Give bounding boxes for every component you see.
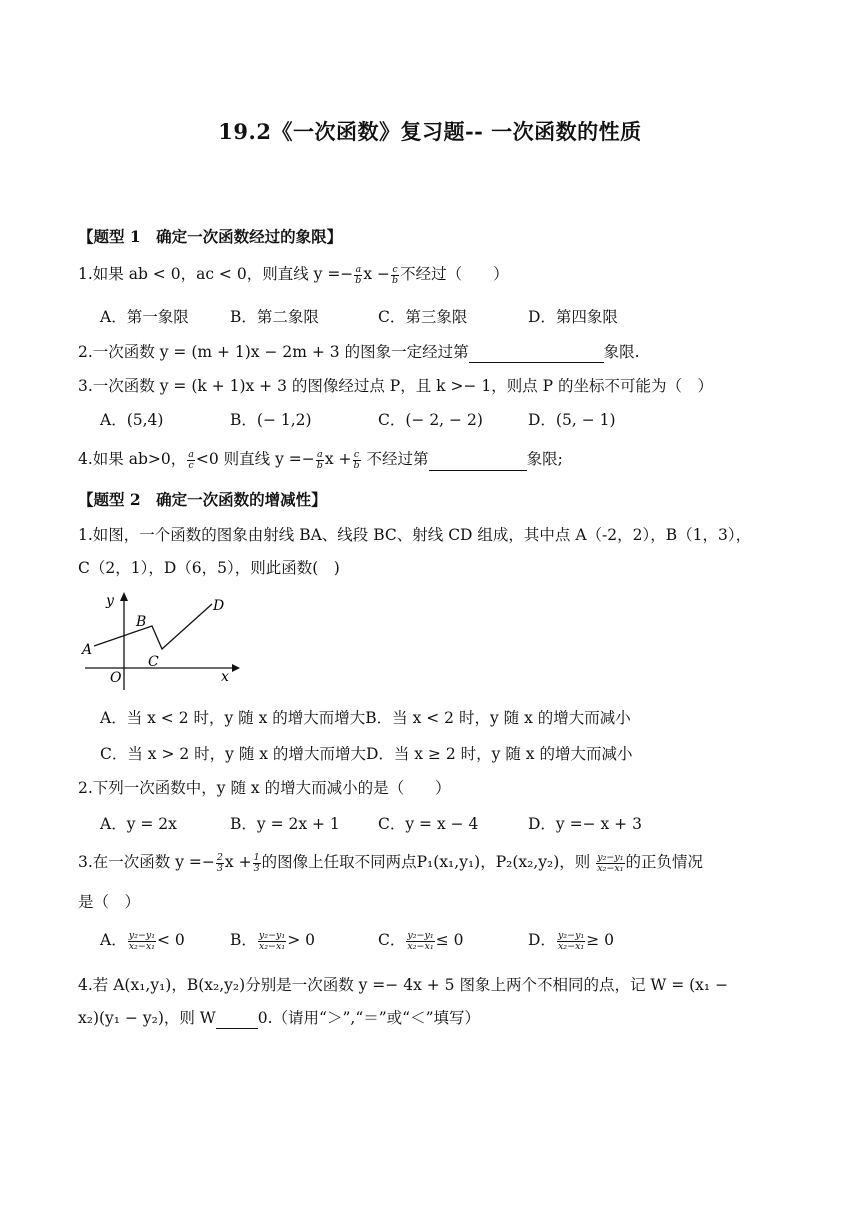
fraction: $\frac{\text{y₂−y₁}}{\text{x₂−x₁}}$ <box>597 851 624 874</box>
y-axis-arrow <box>120 592 128 601</box>
question-1-1 <box>78 263 509 286</box>
question-2-3-line2: 是（ ） <box>78 893 141 911</box>
q-text: 不经过（ ） <box>400 265 509 283</box>
origin-label: O <box>110 670 122 686</box>
q-text: ab < 0，ac < 0，则直线 y =− <box>128 265 354 283</box>
options-2-1-row1 <box>100 707 631 729</box>
q-text: 不经过第 <box>361 450 429 468</box>
option-a: A．当 x < 2 时，y 随 x 的增大而增大 <box>100 709 366 727</box>
q-text: 1.如果 <box>78 265 129 283</box>
point-a-label: A <box>82 642 93 658</box>
option-d: D．第四象限 <box>528 308 618 326</box>
question-1-3: 3.一次函数 y = (k + 1)x + 3 的图像经过点 P，且 k >− 1，则点 P 的坐标不可能为（ ） <box>78 377 714 395</box>
option-c: C．(− 2, − 2) <box>378 411 483 429</box>
x-axis-arrow <box>232 664 240 672</box>
page-title: 19.2《一次函数》复习题-- 一次函数的性质 <box>218 119 642 144</box>
question-2-4-line2 <box>78 1007 480 1029</box>
question-2-3-line1 <box>78 851 703 874</box>
q-text: 3.在一次函数 y =− <box>78 853 215 871</box>
q-text: <0 则直线 y =− <box>195 450 315 468</box>
question-1-4 <box>78 448 563 471</box>
q-text: 0.（请用“＞”,“＝”或“＜”填写） <box>257 1009 481 1027</box>
fraction: $\frac{a}{b}$ <box>355 263 362 286</box>
x-label: x <box>221 669 229 685</box>
section-heading-2: 【题型 2 确定一次函数的增减性】 <box>78 490 327 509</box>
answer-blank <box>216 1012 258 1029</box>
option-c: C．当 x > 2 时，y 随 x 的增大而增大 <box>100 745 366 763</box>
fraction: $\frac{a}{b}$ <box>316 448 323 471</box>
fraction: $\frac{2}{3}$ <box>216 851 223 874</box>
option-a: A．y = 2x <box>100 815 177 833</box>
q-text: 象限; <box>526 450 563 468</box>
question-2-4-line1: 4.若 A(x₁,y₁)，B(x₂,y₂)分别是一次函数 y =− 4x + 5 图象上两个不相同的点，记 W = (x₁ − <box>78 976 729 994</box>
point-b-label: B <box>136 614 147 630</box>
option-a: A．第一象限 <box>100 308 189 326</box>
q-text: 4.如果 ab>0， <box>78 450 187 468</box>
option-b: B．第二象限 <box>230 308 319 326</box>
function-line <box>94 604 212 649</box>
options-2-1-row2 <box>100 743 632 765</box>
option-c: C．y = x − 4 <box>378 815 479 833</box>
question-2-1-line2: C（2，1），D（6，5），则此函数( ) <box>78 559 340 577</box>
point-d-label: D <box>213 598 225 614</box>
option-b: B．y = 2x + 1 <box>230 815 340 833</box>
q-text: x + <box>324 450 352 468</box>
fraction: $\frac{a}{c}$ <box>188 448 194 471</box>
question-2-1-line1: 1.如图，一个函数的图象由射线 BA、线段 BC、射线 CD 组成，其中点 A（-2，2），B（1，3）， <box>78 526 752 544</box>
q-text: x + <box>224 853 252 871</box>
option-d: D． $\frac{\text{y₂−y₁}}{\text{x₂−x₁}}$ ≥ 0 <box>528 929 615 952</box>
fraction: $\frac{c}{b}$ <box>392 263 399 286</box>
q-text: 的图像上任取不同两点P₁(x₁,y₁)，P₂(x₂,y₂)，则 <box>261 853 596 871</box>
q-text: 象限. <box>603 343 640 361</box>
fraction: $\frac{c}{b}$ <box>353 448 360 471</box>
q-text: 2.一次函数 y = (m + 1)x − 2m + 3 的图象一定经过第 <box>78 343 469 361</box>
answer-blank <box>429 454 527 471</box>
point-c-label: C <box>148 654 159 670</box>
option-d: D．y =− x + 3 <box>528 815 642 833</box>
function-graph <box>80 588 250 694</box>
q-text: x − <box>363 265 391 283</box>
option-b: B．当 x < 2 时，y 随 x 的增大而减小 <box>365 709 631 727</box>
option-c: C． $\frac{\text{y₂−y₁}}{\text{x₂−x₁}}$ ≤ 0 <box>378 929 464 952</box>
option-a: A．(5,4) <box>100 411 164 429</box>
option-a: A． $\frac{\text{y₂−y₁}}{\text{x₂−x₁}}$ < 0 <box>100 929 185 952</box>
question-2-2: 2.下列一次函数中，y 随 x 的增大而减小的是（ ） <box>78 779 451 797</box>
answer-blank <box>469 346 604 363</box>
fraction: $\frac{1}{3}$ <box>253 851 260 874</box>
option-b: B．(− 1,2) <box>230 411 312 429</box>
option-d: D．当 x ≥ 2 时，y 随 x 的增大而减小 <box>365 745 633 763</box>
q-text: 的正负情况 <box>625 853 704 871</box>
q-text: x₂)(y₁ − y₂)，则 W <box>78 1009 216 1027</box>
y-label: y <box>106 593 114 609</box>
section-heading-1: 【题型 1 确定一次函数经过的象限】 <box>78 227 343 246</box>
question-1-2 <box>78 341 640 363</box>
option-d: D．(5, − 1) <box>528 411 616 429</box>
option-b: B． $\frac{\text{y₂−y₁}}{\text{x₂−x₁}}$ > 0 <box>230 929 315 952</box>
option-c: C．第三象限 <box>378 308 468 326</box>
